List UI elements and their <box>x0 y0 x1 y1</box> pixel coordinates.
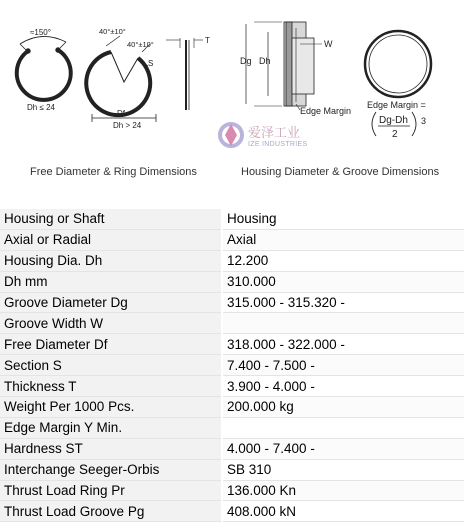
table-row <box>0 334 464 355</box>
table-row <box>0 459 464 480</box>
table-row <box>0 501 464 522</box>
spec-value-cell: Axial <box>222 229 464 250</box>
spec-key-cell: Section S <box>0 355 222 376</box>
spec-value-cell: 4.000 - 7.400 - <box>222 438 464 459</box>
dg-label: Dg <box>240 56 252 66</box>
spec-value-cell: 310.000 <box>222 271 464 292</box>
watermark-logo-icon <box>216 120 246 150</box>
thickness-t-label: T <box>205 36 210 45</box>
table-row <box>0 292 464 313</box>
table-row <box>0 438 464 459</box>
table-row <box>0 271 464 292</box>
housing-groove-drawing <box>246 22 322 110</box>
df-label: Df <box>117 109 125 118</box>
dh-gt-24-label: Dh > 24 <box>113 121 142 130</box>
table-row <box>0 376 464 397</box>
angle-150-label: ≈150° <box>30 28 51 37</box>
table-row <box>0 250 464 271</box>
table-row <box>0 417 464 438</box>
spec-value-cell: 315.000 - 315.320 - <box>222 292 464 313</box>
technical-drawing <box>0 0 464 207</box>
spec-value-cell <box>222 417 464 438</box>
formula-exponent: 3 <box>421 116 427 126</box>
spec-key-cell: Hardness ST <box>0 438 222 459</box>
spec-value-cell: SB 310 <box>222 459 464 480</box>
formula-denominator: 2 <box>392 129 398 140</box>
section-s-label: S <box>148 59 154 68</box>
left-caption: Free Diameter & Ring Dimensions <box>30 166 197 178</box>
spec-key-cell: Axial or Radial <box>0 229 222 250</box>
spec-value-cell: 408.000 kN <box>222 501 464 522</box>
edge-margin-formula <box>372 112 426 140</box>
spec-value-cell: 200.000 kg <box>222 397 464 418</box>
dh-label: Dh <box>259 56 271 66</box>
edge-margin-label: Edge Margin <box>300 106 352 116</box>
edge-margin-formula-title: Edge Margin = <box>367 100 426 110</box>
angle-40-label-a: 40°±10° <box>99 27 126 36</box>
spec-value-cell: 136.000 Kn <box>222 480 464 501</box>
table-row <box>0 355 464 376</box>
ring-side-view <box>166 38 203 110</box>
watermark-chinese-text: 爱泽工业 <box>248 126 301 141</box>
ring-front-view <box>365 31 431 97</box>
table-row <box>0 480 464 501</box>
table-row <box>0 397 464 418</box>
specification-table-body <box>0 209 464 522</box>
specification-table <box>0 209 464 522</box>
small-ring-drawing <box>17 36 71 99</box>
spec-value-cell <box>222 313 464 334</box>
spec-key-cell: Groove Diameter Dg <box>0 292 222 313</box>
spec-key-cell: Thrust Load Groove Pg <box>0 501 222 522</box>
right-caption: Housing Diameter & Groove Dimensions <box>241 166 440 178</box>
spec-key-cell: Dh mm <box>0 271 222 292</box>
spec-key-cell: Housing or Shaft <box>0 209 222 229</box>
spec-key-cell: Groove Width W <box>0 313 222 334</box>
table-row <box>0 209 464 229</box>
spec-key-cell: Free Diameter Df <box>0 334 222 355</box>
spec-key-cell: Edge Margin Y Min. <box>0 417 222 438</box>
table-row <box>0 229 464 250</box>
spec-value-cell: 7.400 - 7.500 - <box>222 355 464 376</box>
spec-key-cell: Interchange Seeger-Orbis <box>0 459 222 480</box>
spec-value-cell: 318.000 - 322.000 - <box>222 334 464 355</box>
spec-key-cell: Thickness T <box>0 376 222 397</box>
spec-value-cell: 3.900 - 4.000 - <box>222 376 464 397</box>
formula-numerator: Dg-Dh <box>379 115 408 126</box>
spec-key-cell: Thrust Load Ring Pr <box>0 480 222 501</box>
angle-40-label-b: 40°±10° <box>127 40 154 49</box>
table-row <box>0 313 464 334</box>
spec-value-cell: 12.200 <box>222 250 464 271</box>
groove-width-w-label: W <box>324 39 333 49</box>
spec-key-cell: Housing Dia. Dh <box>0 250 222 271</box>
spec-key-cell: Weight Per 1000 Pcs. <box>0 397 222 418</box>
dh-le-24-label: Dh ≤ 24 <box>27 103 55 112</box>
spec-value-cell: Housing <box>222 209 464 229</box>
watermark-english-text: IZE INDUSTRIES <box>248 141 308 148</box>
